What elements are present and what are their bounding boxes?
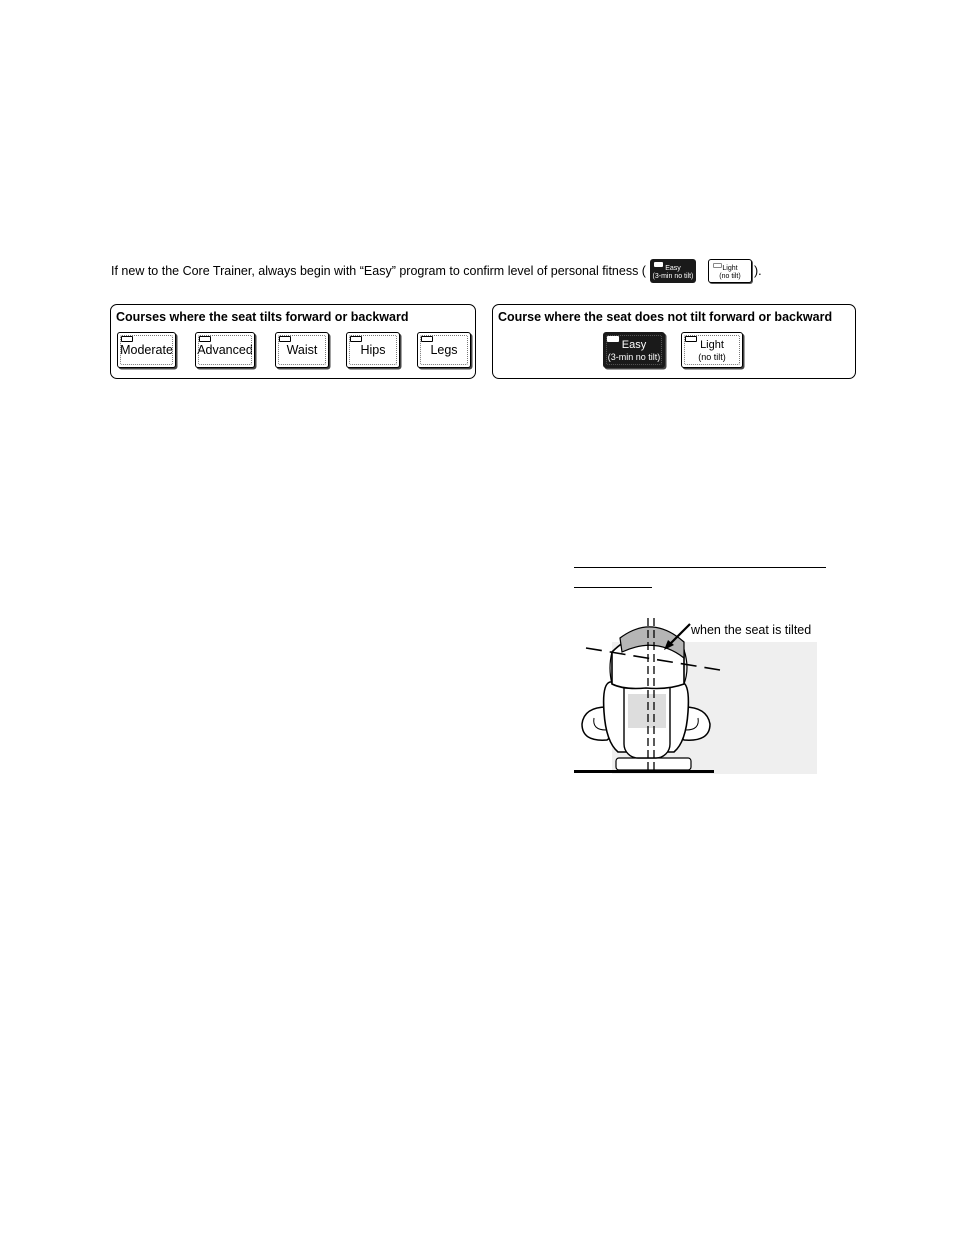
legs-button [417, 332, 471, 368]
hips-button [346, 332, 400, 368]
waist-button [275, 332, 329, 368]
moderate-button [117, 332, 176, 368]
intro-sentence [111, 258, 762, 284]
indicator-light-icon [421, 336, 433, 342]
light-label: Light [700, 339, 724, 351]
easy-mini-button [650, 259, 696, 283]
tilt-courses-panel [110, 304, 476, 379]
indicator-light-icon [685, 336, 697, 342]
waist-label: Waist [286, 343, 318, 357]
legs-label: Legs [430, 343, 458, 357]
intro-text: If new to the Core Trainer, always begin with “Easy” program to confirm level of personal fitness ( [111, 264, 646, 278]
light-sublabel: (no tilt) [698, 352, 726, 362]
advanced-button [195, 332, 255, 368]
heading-rule [574, 567, 826, 568]
indicator-light-icon [713, 263, 722, 268]
no-tilt-courses-panel [492, 304, 856, 379]
column-shading [628, 694, 666, 728]
light-button [681, 332, 743, 368]
light-mini-button [708, 259, 752, 283]
easy-sublabel: (3-min no tilt) [607, 352, 661, 362]
heading-rule-short [574, 587, 652, 588]
easy-mini-sublabel: (3-min no tilt) [652, 273, 694, 280]
hips-label: Hips [360, 343, 386, 357]
indicator-light-icon [654, 262, 663, 267]
advanced-label: Advanced [197, 343, 253, 357]
indicator-light-icon [607, 336, 619, 342]
figure-caption: when the seat is tilted [691, 623, 812, 637]
intro-closing: ). [753, 264, 762, 278]
indicator-light-icon [279, 336, 291, 342]
tilt-courses-title: Courses where the seat tilts forward or backward [116, 310, 409, 324]
no-tilt-courses-title: Course where the seat does not tilt forward or backward [498, 310, 833, 324]
light-mini-label: Light [722, 265, 738, 272]
moderate-label: Moderate [120, 343, 173, 357]
light-mini-sublabel: (no tilt) [719, 273, 741, 280]
indicator-light-icon [350, 336, 362, 342]
indicator-light-icon [199, 336, 211, 342]
seat-tilt-illustration [572, 612, 822, 774]
easy-button [603, 332, 665, 368]
easy-mini-label: Easy [665, 265, 681, 272]
indicator-light-icon [121, 336, 133, 342]
easy-label: Easy [621, 339, 647, 351]
